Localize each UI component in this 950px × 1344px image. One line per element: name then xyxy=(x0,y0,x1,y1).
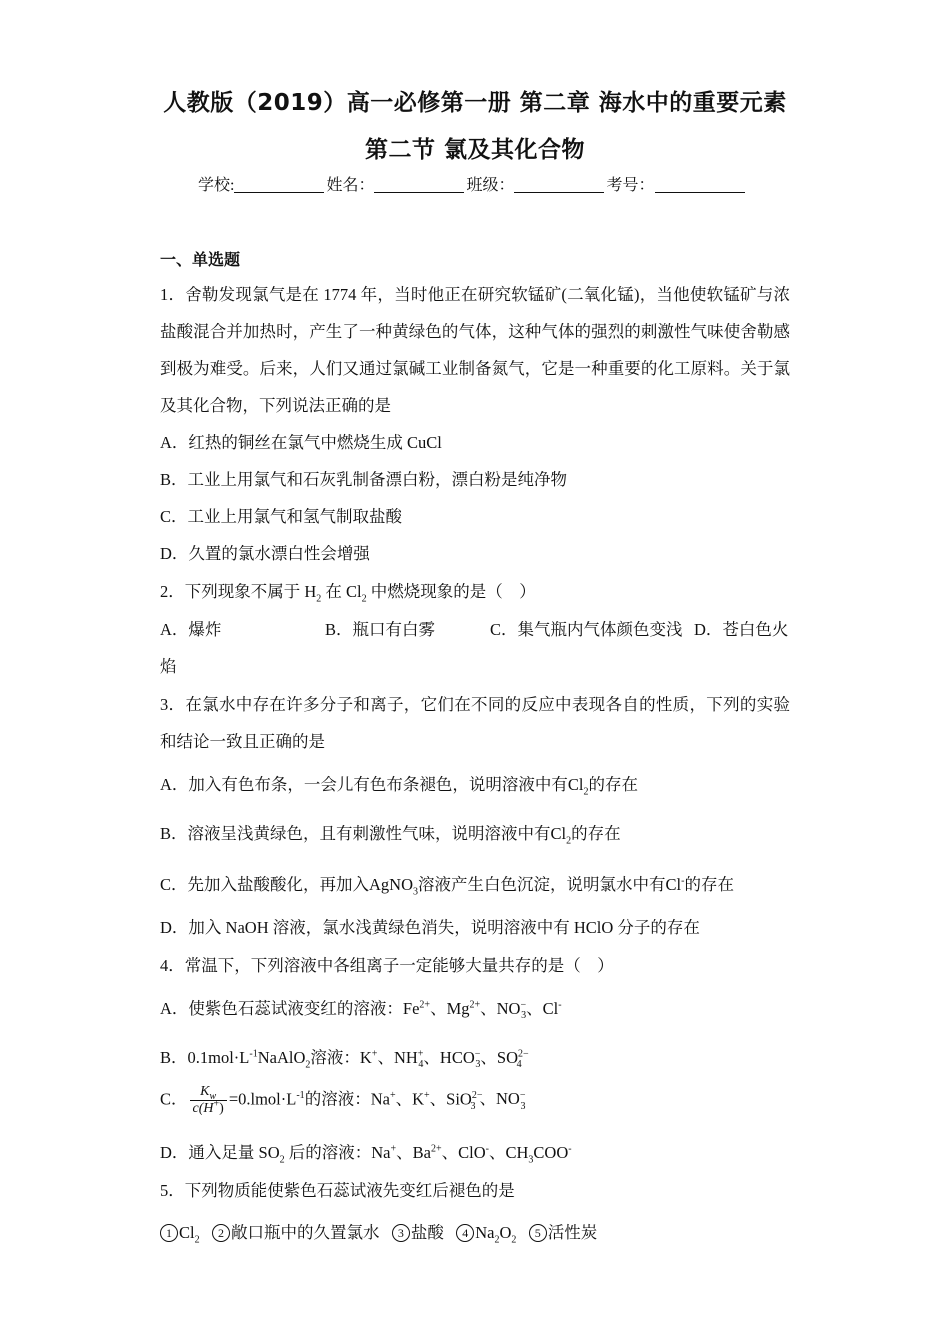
q1-stem-line3: 到极为难受。后来，人们又通过氯碱工业制备氮气，它是一种重要的化工原料。关于氯 xyxy=(160,359,790,378)
q4-option-c: C． $\frac{K_w}{c(H^+)}$ $=0.lmol\cdot L^{-1}$的溶液：Na+、K+、SiO$^{2-}_3$ 、$NO^-_3$ xyxy=(160,1084,526,1116)
circled-2: 2 xyxy=(212,1224,230,1242)
q4-option-d: D．通入足量 $SO_2$ 后的溶液：Na+、$Ba^{2+}$、ClO-、$CH_3COO^-$ xyxy=(160,1143,572,1166)
q1-option-a: A．红热的铜丝在氯气中燃烧生成 CuCl xyxy=(160,433,442,452)
kw-fraction: $\frac{K_w}{c(H^+)}$ xyxy=(190,1084,227,1117)
q4-option-a: A．使紫色石蕊试液变红的溶液：$Fe^{2+}$、$Mg^{2+}$、$NO^-_3$、Cl- xyxy=(160,999,562,1022)
q1-option-c: C．工业上用氯气和氢气制取盐酸 xyxy=(160,507,403,526)
section-title: 一、单选题 xyxy=(160,250,241,269)
q2-option-b: B．瓶口有白雾 xyxy=(325,620,436,639)
q1-stem-line4: 及其化合物，下列说法正确的是 xyxy=(160,396,391,415)
q1-option-b: B．工业上用氯气和石灰乳制备漂白粉，漂白粉是纯净物 xyxy=(160,470,568,489)
exam-no-blank[interactable] xyxy=(655,176,745,193)
circled-4: 4 xyxy=(456,1224,474,1242)
q4-option-b: B．$0.1mol\cdot L^{-1}NaAlO_2$溶液：K+、$NH^+_4$、$HCO^-_3$、$SO^{2-}_4$ xyxy=(160,1048,529,1071)
q1-stem-line2: 盐酸混合并加热时，产生了一种黄绿色的气体，这种气体的强烈的刺激性气味使舍勒感 xyxy=(160,322,790,341)
q4-stem: 4．常温下，下列溶液中各组离子一定能够大量共存的是（ ） xyxy=(160,956,614,975)
class-blank[interactable] xyxy=(514,176,604,193)
q1-stem-line1: 1．舍勒发现氯气是在 1774 年，当时他正在研究软锰矿(二氧化锰)，当他使软锰矿与浓 xyxy=(160,285,790,304)
q2-stem: 2．下列现象不属于 $H_2$ 在 $Cl_2$ 中燃烧现象的是（ ） xyxy=(160,582,536,605)
q2-option-c: C．集气瓶内气体颜色变浅 xyxy=(490,620,683,639)
circled-3: 3 xyxy=(392,1224,410,1242)
student-info-line xyxy=(198,172,747,195)
q3-option-c: C．先加入盐酸酸化，再加入AgNO$_3$溶液产生白色沉淀，说明氯水中有Cl-的存在 xyxy=(160,875,734,898)
q3-option-b: B．溶液呈浅黄绿色，且有刺激性气味，说明溶液中有$Cl_2$的存在 xyxy=(160,824,621,847)
q1-option-d: D．久置的氯水漂白性会增强 xyxy=(160,544,370,563)
doc-title-line2: 第二节 氯及其化合物 xyxy=(364,137,585,163)
q5-items: 1 $Cl_2$ 2 敞口瓶中的久置氯水 3 盐酸 4 $Na_2O_2$ 5 活性炭 xyxy=(160,1219,597,1243)
circled-5: 5 xyxy=(529,1224,547,1242)
q5-stem: 5．下列物质能使紫色石蕊试液先变红后褪色的是 xyxy=(160,1181,515,1200)
q3-stem-line1: 3．在氯水中存在许多分子和离子，它们在不同的反应中表现各自的性质，下列的实验 xyxy=(160,695,790,714)
class-label: 班级： xyxy=(466,177,515,194)
q3-option-d: D．加入 NaOH 溶液，氯水浅黄绿色消失，说明溶液中有 HClO 分子的存在 xyxy=(160,918,700,937)
circled-1: 1 xyxy=(160,1224,178,1242)
doc-title-line1: 人教版（2019）高一必修第一册 第二章 海水中的重要元素 xyxy=(163,90,787,116)
q2-option-d: D．苍白色火 xyxy=(694,620,789,639)
exam-no-label: 考号： xyxy=(606,177,655,194)
q2-option-a: A．爆炸 xyxy=(160,620,222,639)
q3-option-a: A．加入有色布条，一会儿有色布条褪色，说明溶液中有$Cl_2$的存在 xyxy=(160,775,639,798)
q2-option-d-cont: 焰 xyxy=(160,657,177,676)
name-blank[interactable] xyxy=(374,176,464,193)
name-label: 姓名： xyxy=(326,177,375,194)
school-label: 学校: xyxy=(198,177,235,194)
q3-stem-line2: 和结论一致且正确的是 xyxy=(160,732,325,751)
school-blank[interactable] xyxy=(234,176,324,193)
